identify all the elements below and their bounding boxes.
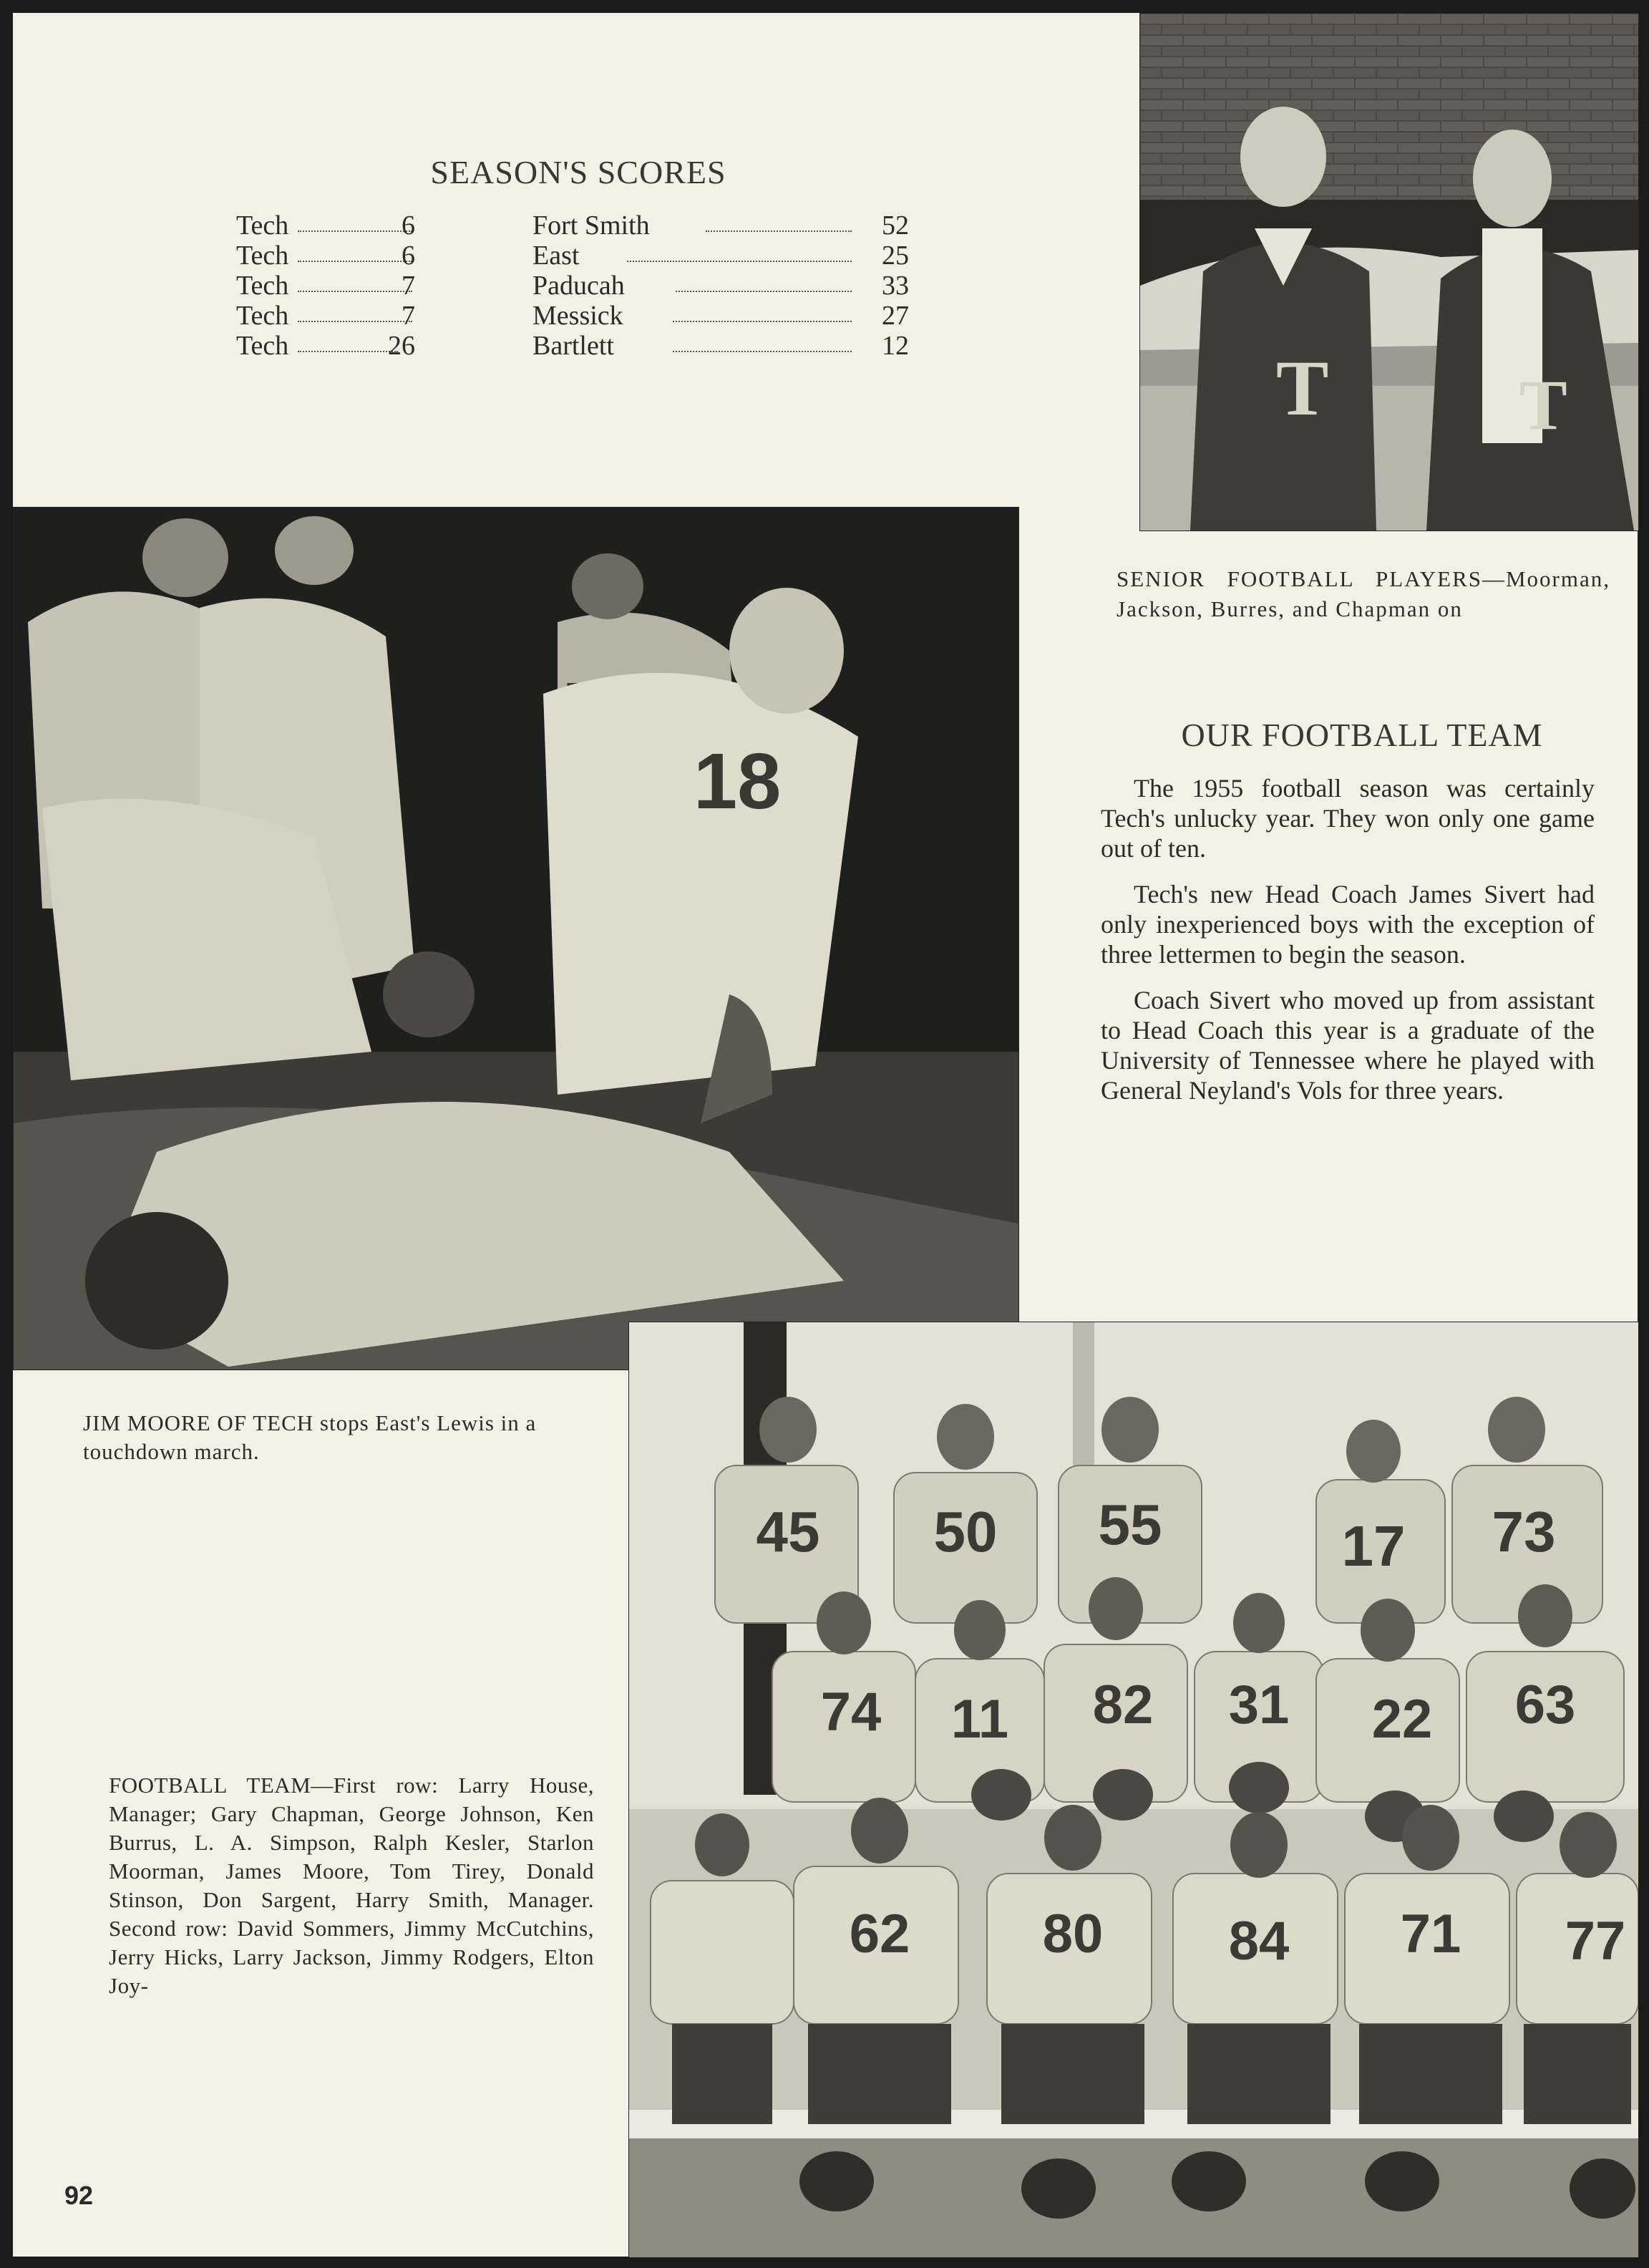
dot-leader [298, 291, 412, 292]
jersey-74: 74 [820, 1682, 882, 1743]
page-number: 92 [64, 2181, 94, 2210]
jersey-63: 63 [1514, 1675, 1576, 1735]
score-row [236, 210, 909, 241]
team-score: 26 [388, 331, 415, 361]
team-photo [628, 1322, 1639, 2258]
team-photo-graphic [629, 1322, 1638, 2257]
article-paragraph: The 1955 football season was certainly Tech's unlucky year. They won only one game out of ten. [1101, 774, 1595, 863]
dot-leader [673, 351, 852, 352]
opponent-name: Fort Smith [532, 210, 650, 241]
jersey-55: 55 [1098, 1493, 1162, 1556]
dot-leader [298, 261, 412, 262]
team-score: 7 [402, 271, 415, 301]
article-paragraph: Tech's new Head Coach James Sivert had only inexperienced boys with the exception of three lettermen to begin the season. [1101, 880, 1595, 969]
dot-leader [673, 321, 852, 322]
dot-leader [298, 351, 398, 352]
opponent-score: 27 [882, 301, 909, 331]
senior-players-caption: SENIOR FOOTBALL PLAYERS—Moorman, Jackson, Burres, and Chapman on [1117, 566, 1610, 621]
team-name: Tech [236, 241, 289, 271]
scores-table [236, 210, 909, 368]
jersey-77: 77 [1565, 1911, 1626, 1972]
opponent-score: 52 [882, 210, 909, 241]
game-action-photo [13, 507, 1019, 1370]
dot-leader [627, 261, 852, 262]
scores-title: SEASON'S SCORES [430, 154, 726, 190]
team-article [1101, 773, 1595, 1121]
score-row [236, 331, 909, 361]
letter-T-right: T [1519, 365, 1567, 445]
yearbook-page [13, 13, 1638, 2257]
dot-leader [298, 321, 412, 322]
jersey-73: 73 [1492, 1500, 1556, 1564]
action-photo-caption: JIM MOORE OF TECH stops East's Lewis in a touchdown march. [83, 1410, 537, 1464]
dot-leader [298, 231, 412, 232]
dot-leader [706, 231, 852, 232]
team-score: 6 [402, 241, 415, 271]
opponent-name: Messick [532, 301, 623, 331]
jersey-82: 82 [1092, 1675, 1154, 1735]
game-action-photo-graphic [14, 508, 1018, 1370]
opponent-name: Bartlett [532, 331, 614, 361]
opponent-score: 25 [882, 241, 909, 271]
score-row [236, 301, 909, 331]
jersey-62: 62 [849, 1904, 910, 1964]
jersey-80: 80 [1042, 1904, 1104, 1964]
opponent-score: 12 [882, 331, 909, 361]
team-name: Tech [236, 331, 289, 361]
team-section-heading: OUR FOOTBALL TEAM [1181, 717, 1543, 753]
article-paragraph: Coach Sivert who moved up from assistant to Head Coach this year is a graduate of the University of Tennessee where he played with General Neyland's Vols for three years. [1101, 986, 1595, 1105]
team-score: 7 [402, 301, 415, 331]
score-row [236, 241, 909, 271]
team-name: Tech [236, 271, 289, 301]
jersey-45: 45 [756, 1500, 820, 1564]
jersey-22: 22 [1371, 1689, 1433, 1750]
action-jersey-18: 18 [694, 737, 782, 825]
score-row [236, 271, 909, 301]
jersey-71: 71 [1400, 1904, 1461, 1964]
team-name: Tech [236, 210, 289, 241]
jersey-50: 50 [933, 1500, 998, 1564]
dot-leader [676, 291, 852, 292]
opponent-name: Paducah [532, 271, 625, 301]
jersey-84: 84 [1228, 1911, 1290, 1972]
jersey-17: 17 [1341, 1514, 1406, 1578]
team-name: Tech [236, 301, 289, 331]
team-roster-caption: FOOTBALL TEAM—First row: Larry House, Manager; Gary Chapman, George Johnson, Ken Burrus, L. A. Simpson, Ralph Kesler, Starlon Moorman, James Moore, Tom Tirey, Donald Stinson, Don Sargent, Harry Smith, Manager. Second row: David Sommers, Jimmy McCutchins, Jerry Hicks, Larry Jackson, Jimmy Rodgers, Elton Joy- [109, 1773, 594, 1998]
opponent-name: East [532, 241, 580, 271]
letter-T-left: T [1276, 344, 1329, 432]
opponent-score: 33 [882, 271, 909, 301]
senior-players-photo-graphic [1140, 14, 1638, 530]
senior-players-photo [1139, 13, 1639, 531]
team-score: 6 [402, 210, 415, 241]
jersey-11: 11 [950, 1689, 1009, 1750]
jersey-31: 31 [1228, 1675, 1290, 1735]
